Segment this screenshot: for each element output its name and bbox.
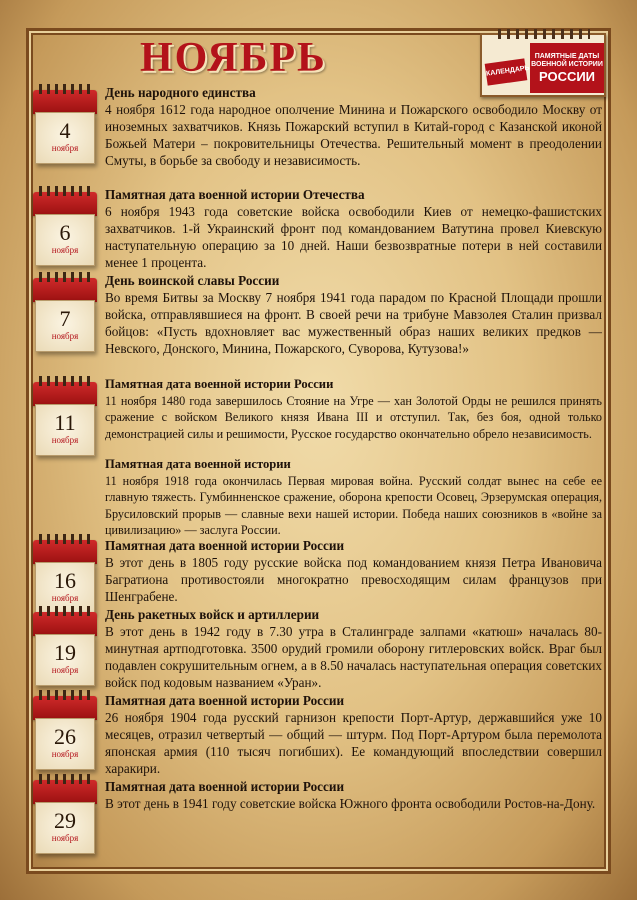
entry-nov-29 [105,778,602,812]
calendar-icon-4 [33,84,97,166]
calendar-day: 6 [59,220,71,245]
entry-text: В этот день в 1941 году советские войска Южного фронта освободили Ростов-на-Дону. [105,796,596,811]
calendar-month: ноября [51,331,79,341]
calendar-icon-19 [33,606,97,688]
entry-text: 26 ноября 1904 года русский гарнизон крепости Порт-Артур, державшийся уже 10 месяцев, отразил четвертый — общий — штурм. Под Порт-Артуром была перемолота японская армия (110 тысяч погибших). Ее командующий впоследствии совершил харакири. [105,710,602,776]
calendar-icon-7 [33,272,97,354]
calendar-month: ноября [51,665,79,675]
calendar-month: ноября [51,833,79,843]
entry-nov-16 [105,537,602,605]
calendar-day: 26 [54,724,76,749]
badge-line-1: ПАМЯТНЫЕ ДАТЫ [534,52,600,60]
entry-nov-4 [105,84,602,169]
entry-heading: День ракетных войск и артиллерии [105,607,320,622]
entry-text: Во время Битвы за Москву 7 ноября 1941 года парадом по Красной Площади прошли войска, отправлявшиеся на фронт. В своей речи на трибуне Мавзолея Сталин призвал бойцов: «Пусть вдохновляет вас мужественный образ наших великих предков — Невского, Донского, Минина, Пожарского, Суворова, Кутузова!» [105,290,602,356]
entry-heading: Памятная дата военной истории России [105,538,345,553]
entry-nov-19 [105,606,602,691]
calendar-icon-29 [33,774,97,856]
entry-text: 11 ноября 1918 года окончилась Первая мировая война. Русский солдат вынес на себе ее главную тяжесть. Гумбинненское сражение, оборона крепости Осовец, Эрзерумская операция, Брусиловский прорыв — славные вехи нашей истории. Победа наших союзников в «войне за цивилизацию» — заслуга России. [105,473,602,537]
entry-heading: День воинской славы России [105,273,280,288]
calendar-binding [33,90,97,114]
calendar-page [35,404,95,456]
calendar-binding [33,382,97,406]
calendar-page [35,112,95,164]
calendar-page [35,634,95,686]
calendar-day: 4 [59,118,71,143]
calendar-page [35,300,95,352]
badge-tag: КАЛЕНДАРЬ [485,58,528,85]
calendar-month: ноября [51,245,79,255]
entry-nov-6 [105,186,602,271]
calendar-page [35,718,95,770]
entry-nov-26 [105,692,602,777]
calendar-binding [33,612,97,636]
badge-line-2: ВОЕННОЙ ИСТОРИИ [531,60,603,68]
entry-text: В этот день в 1805 году русские войска под командованием князя Петра Ивановича Багратиона противостояли многократно превосходящим силам французов при Шенграбене. [105,555,602,604]
calendar-page [35,214,95,266]
calendar-month: ноября [51,749,79,759]
entry-heading: Памятная дата военной истории России [105,693,345,708]
calendar-icon-26 [33,690,97,772]
calendar-month: ноября [51,593,79,603]
calendar-binding [33,696,97,720]
calendar-binding [33,192,97,216]
entry-heading: Памятная дата военной истории России [105,377,334,391]
entry-heading: Памятная дата военной истории России [105,779,345,794]
entry-nov-11-ww1 [105,456,602,539]
entry-heading: Памятная дата военной истории Отечества [105,187,365,202]
page-title: НОЯБРЬ [140,35,327,81]
calendar-day: 11 [54,410,76,435]
calendar-day: 29 [54,808,76,833]
entry-heading: Памятная дата военной истории [105,457,291,471]
entry-nov-7 [105,272,602,357]
calendar-icon-11 [33,376,97,458]
calendar-day: 16 [54,568,76,593]
badge-line-3: РОССИИ [538,68,596,84]
calendar-page [35,802,95,854]
entry-heading: День народного единства [105,85,256,100]
calendar-binding [33,278,97,302]
entry-text: 4 ноября 1612 года народное ополчение Минина и Пожарского освободило Москву от иноземных захватчиков. Князь Пожарский вступил в Китай-город с Казанской иконой Божьей Матери – покровительницы Отечества. Решительный момент в преодолении Смуты, в борьбе за свободу и независимость. [105,102,602,168]
entry-text: 11 ноября 1480 года завершилось Стояние на Угре — хан Золотой Орды не решился принять сражение с войском Великого князя Ивана III и отступил. Так, без боя, одной только демонстрацией силы и решимости, Русское государство окончательно обрело независимость. [105,393,602,441]
entry-text: 6 ноября 1943 года советские войска освободили Киев от немецко-фашистских захватчиков. 1-й Украинский фронт под командованием Ватутина провел Киевскую наступательную операцию за 10 дней. Наши безвозвратные потери в ней составили менее 1 процента. [105,204,602,270]
badge-rings [498,29,590,39]
calendar-binding [33,540,97,564]
calendar-binding [33,780,97,804]
calendar-day: 7 [59,306,71,331]
entry-nov-11-ugra [105,376,602,442]
calendar-month: ноября [51,143,79,153]
calendar-month: ноября [51,435,79,445]
calendar-icon-6 [33,186,97,268]
calendar-day: 19 [54,640,76,665]
calendar-icon-16 [33,534,97,616]
entry-text: В этот день в 1942 году в 7.30 утра в Сталинграде залпами «катюш» началась 80-минутная артподготовка. 3500 орудий громили оборону гитлеровских войск. Враг был подавлен сокрушительным огнем, а в 8.50 началась наступательная операция советских войск под кодовым названием «Уран». [105,624,602,690]
